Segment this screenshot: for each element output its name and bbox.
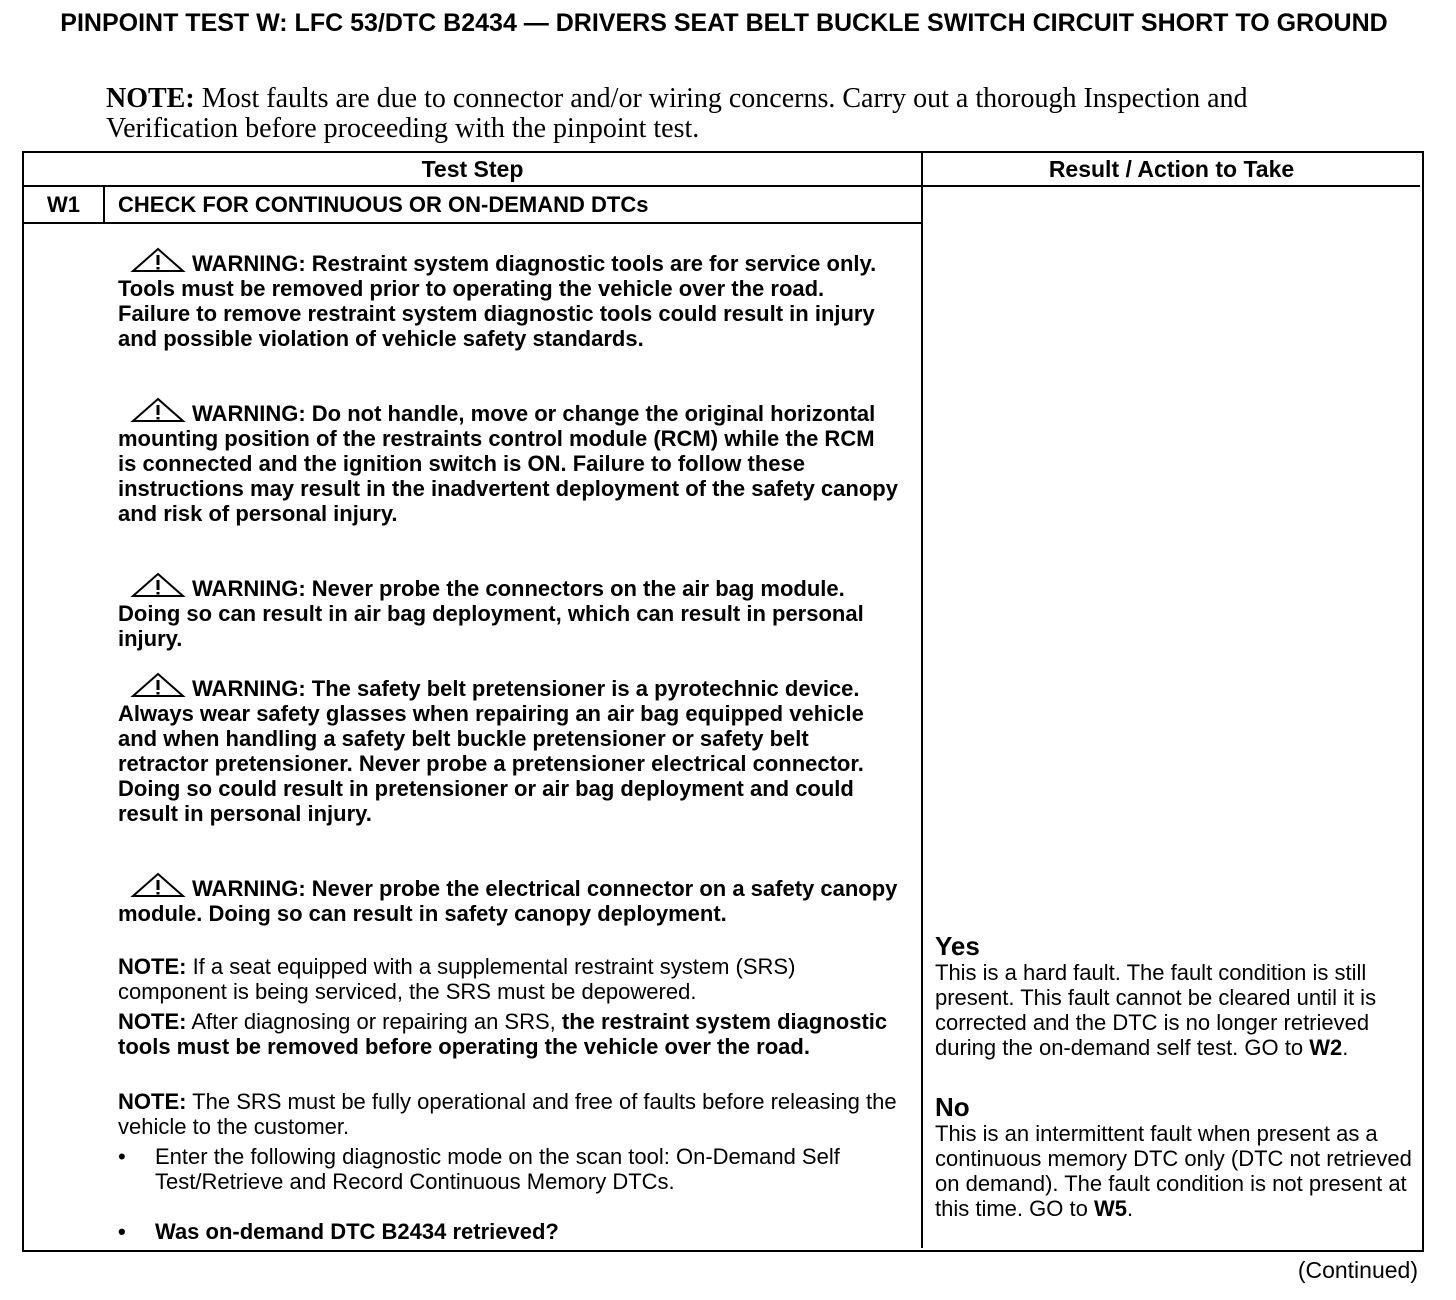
- bullet-question: Was on-demand DTC B2434 retrieved?: [155, 1219, 559, 1244]
- result-no-goto-link[interactable]: W5: [1093, 1196, 1127, 1221]
- warning-body: WARNING: Never probe the electrical connector on a safety canopy module. Doing so can result in safety canopy deployment.: [118, 876, 898, 926]
- warning-block: [118, 572, 898, 651]
- result-no-end: .: [1126, 1196, 1134, 1221]
- warning-text: [118, 247, 898, 351]
- note-block: [118, 1089, 898, 1139]
- warning-triangle-icon: [130, 872, 186, 898]
- note-body: After diagnosing or repairing an SRS,: [186, 1009, 562, 1034]
- warning-triangle-icon: [130, 397, 186, 423]
- warning-text: [118, 872, 898, 926]
- result-yes: [935, 932, 1415, 1060]
- warning-body: WARNING: Never probe the connectors on the air bag module. Doing so can result in air bag deployment, which can result in personal injury.: [118, 576, 864, 651]
- bullet-text: Enter the following diagnostic mode on the scan tool: On-Demand Self Test/Retrieve and Record Continuous Memory DTCs.: [155, 1144, 840, 1194]
- warning-block: [118, 672, 898, 826]
- note-emphasis: the restraint system diagnostic tools must be removed before operating the vehicle over the road.: [118, 1009, 888, 1059]
- step-id-divider: [103, 187, 105, 223]
- note-text: [118, 1009, 898, 1059]
- warning-text: [118, 397, 898, 526]
- warning-body: WARNING: Do not handle, move or change the original horizontal mounting position of the restraints control module (RCM) while the RCM is connected and the ignition switch is ON. Failure to follow these instructions may result in the inadvertent deployment of the safety canopy and risk of personal injury.: [118, 401, 898, 526]
- intro-note-text: Most faults are due to connector and/or wiring concerns. Carry out a thorough Inspection and Verification before proceeding with the pinpoint test.: [106, 83, 1248, 144]
- note-label: NOTE:: [118, 1089, 187, 1114]
- note-label: NOTE:: [118, 954, 187, 979]
- step-title: CHECK FOR CONTINUOUS OR ON-DEMAND DTCs: [118, 192, 649, 217]
- result-no-text: [935, 1121, 1415, 1221]
- warning-body: WARNING: Restraint system diagnostic tools are for service only. Tools must be removed prior to operating the vehicle over the road. Failure to remove restraint system diagnostic tools could result in injury and possible violation of vehicle safety standards.: [118, 251, 877, 351]
- warning-text: [118, 572, 898, 651]
- step-id: W1: [47, 192, 80, 217]
- warning-block: [118, 397, 898, 526]
- bullet-block: [118, 1144, 898, 1194]
- note-label: NOTE:: [118, 1009, 187, 1034]
- note-text: [118, 954, 898, 1004]
- header-test-step: Test Step: [421, 156, 524, 182]
- header-rule: [24, 185, 1420, 187]
- warning-text: [118, 672, 898, 826]
- bullet-dot-icon: •: [118, 1219, 126, 1244]
- warning-block: [118, 872, 898, 926]
- bullet-item: [118, 1144, 898, 1194]
- bullet-block: [118, 1219, 898, 1244]
- result-no-label: No: [935, 1092, 970, 1122]
- intro-note: [106, 84, 1256, 144]
- warning-triangle-icon: [130, 247, 186, 273]
- result-yes-text: [935, 960, 1415, 1060]
- header-result-action: Result / Action to Take: [1048, 156, 1295, 182]
- bullet-dot-icon: •: [118, 1144, 126, 1169]
- note-block: [118, 954, 898, 1004]
- result-no-body: This is an intermittent fault when present as a continuous memory DTC only (DTC not retrieved on demand). The fault condition is not present at this time. GO to: [935, 1121, 1412, 1221]
- note-body: If a seat equipped with a supplemental restraint system (SRS) component is being serviced, the SRS must be depowered.: [118, 954, 796, 1004]
- result-yes-body: This is a hard fault. The fault condition is still present. This fault cannot be cleared until it is corrected and the DTC is no longer retrieved during the on-demand self test. GO to: [935, 960, 1377, 1060]
- result-yes-end: .: [1342, 1035, 1349, 1060]
- note-block: [118, 1009, 898, 1059]
- result-yes-goto-link[interactable]: W2: [1309, 1035, 1343, 1060]
- result-no: [935, 1093, 1415, 1221]
- warning-triangle-icon: [130, 572, 186, 598]
- warning-body: WARNING: The safety belt pretensioner is a pyrotechnic device. Always wear safety glasses when repairing an air bag equipped vehicle and when handling a safety belt buckle pretensioner or safety belt retractor pretensioner. Never probe a pretensioner electrical connector. Doing so could result in pretensioner or air bag deployment and could result in personal injury.: [118, 676, 864, 826]
- warning-block: [118, 247, 898, 351]
- page-title: PINPOINT TEST W: LFC 53/DTC B2434 — DRIVERS SEAT BELT BUCKLE SWITCH CIRCUIT SHORT TO GROUND: [60, 9, 1388, 37]
- intro-note-label: NOTE:: [106, 83, 195, 114]
- note-text: [118, 1089, 898, 1139]
- step-title-rule: [24, 222, 921, 224]
- result-yes-label: Yes: [935, 931, 980, 961]
- continued-label: (Continued): [1297, 1257, 1418, 1283]
- note-body: The SRS must be fully operational and free of faults before releasing the vehicle to the customer.: [118, 1089, 897, 1139]
- column-divider: [921, 153, 923, 1248]
- warning-triangle-icon: [130, 672, 186, 698]
- bullet-item: [118, 1219, 898, 1244]
